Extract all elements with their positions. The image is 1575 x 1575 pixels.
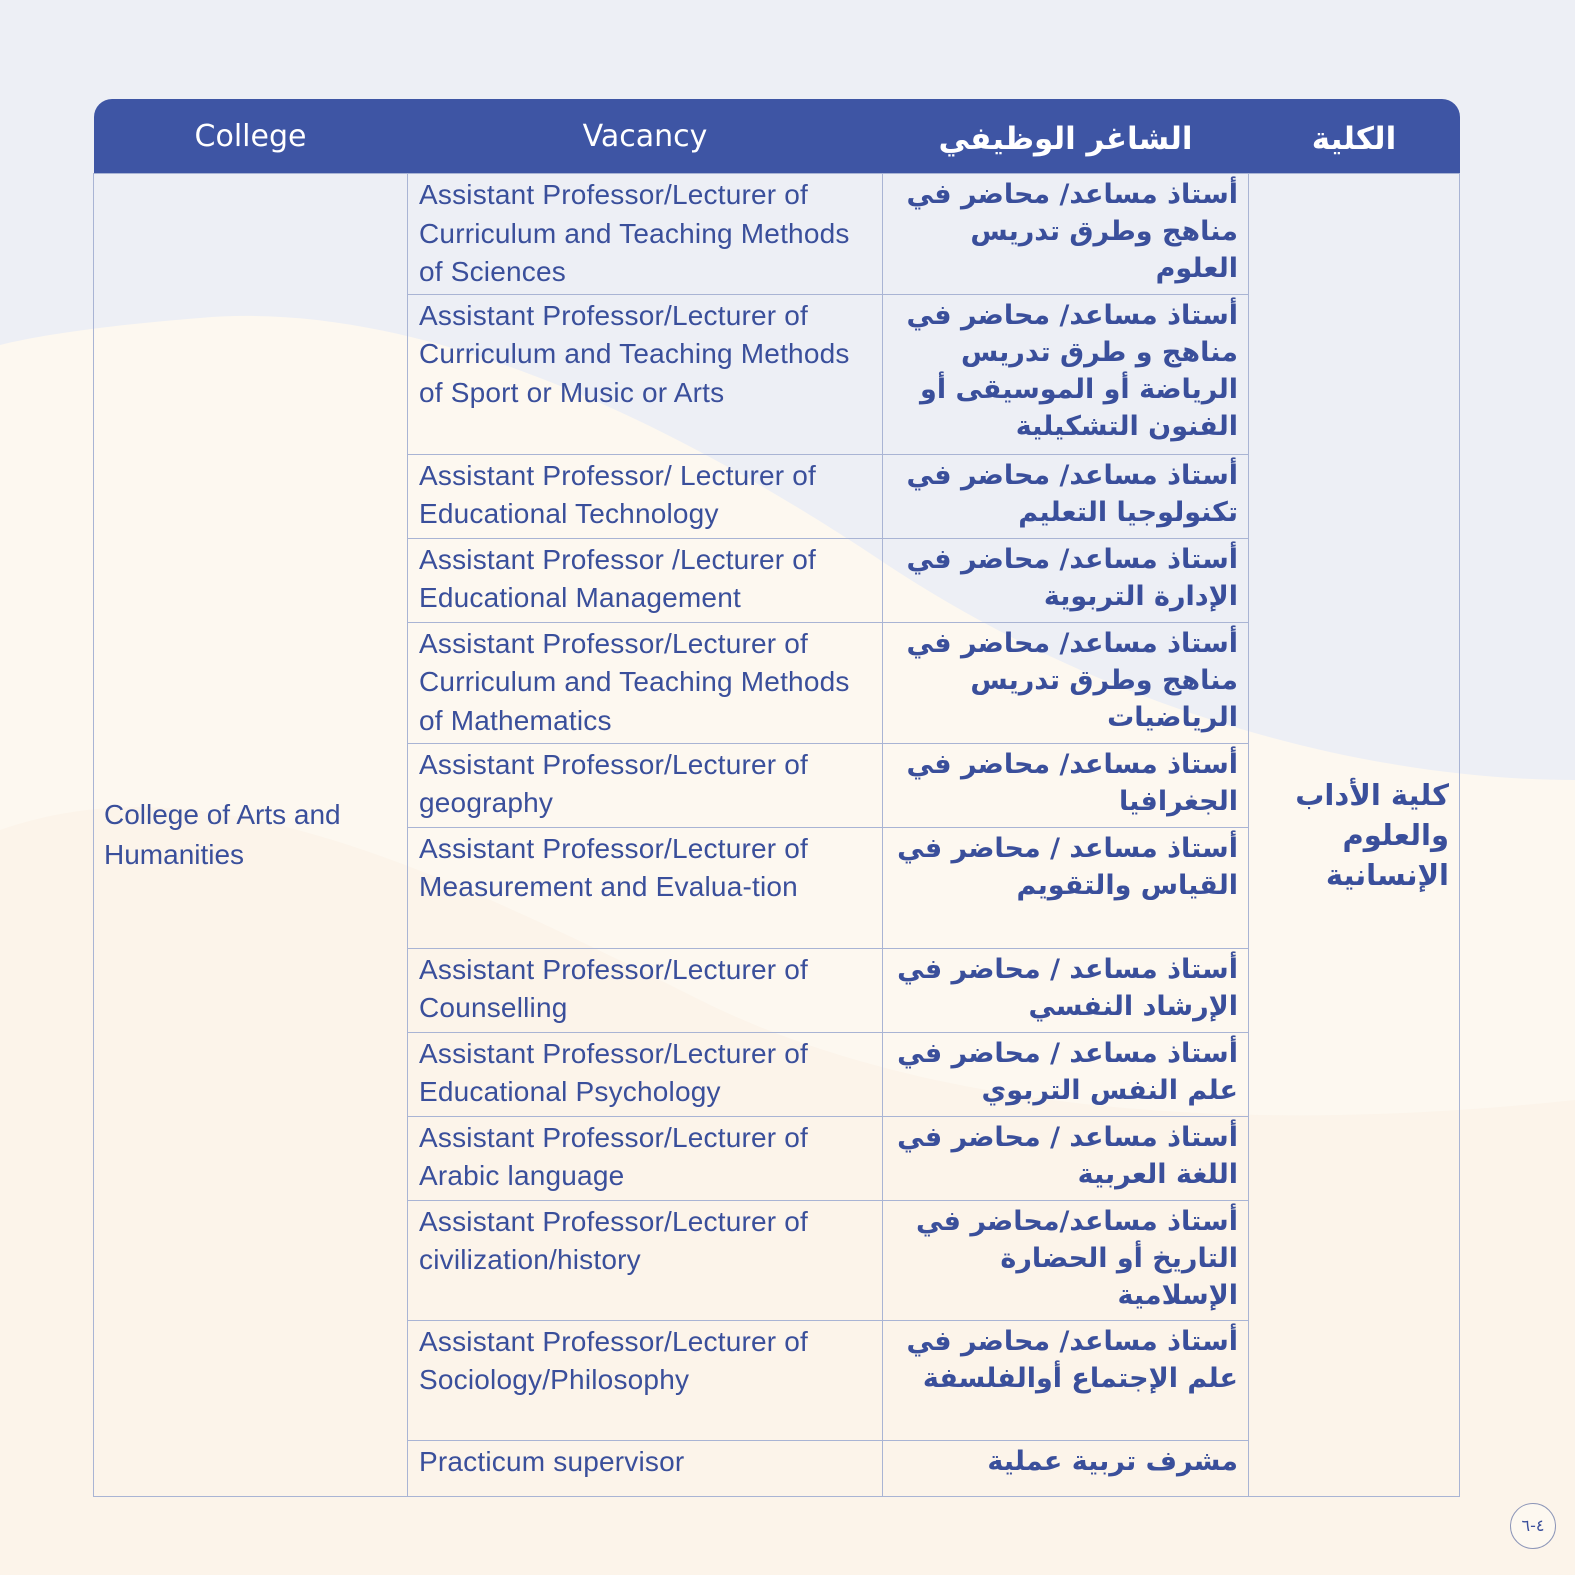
position-ar-cell: أستاذ مساعد/ محاضر في مناهج وطرق تدريس الرياضيات (883, 622, 1249, 743)
position-ar-cell: أستاذ مساعد / محاضر في علم النفس التربوي (883, 1032, 1249, 1116)
position-ar-cell: مشرف تربية عملية (883, 1440, 1249, 1496)
vacancy-cell: Assistant Professor/Lecturer of Arabic language (408, 1116, 883, 1200)
vacancy-cell: Practicum supervisor (408, 1440, 883, 1496)
vacancy-cell: Assistant Professor /Lecturer of Educational Management (408, 538, 883, 622)
position-ar-cell: أستاذ مساعد / محاضر في الإرشاد النفسي (883, 948, 1249, 1032)
vacancy-cell: Assistant Professor/Lecturer of civilization/history (408, 1200, 883, 1320)
vacancy-cell: Assistant Professor/Lecturer of Curriculum and Teaching Methods of Mathematics (408, 622, 883, 743)
vacancy-cell: Assistant Professor/Lecturer of Counselling (408, 948, 883, 1032)
vacancy-cell: Assistant Professor/Lecturer of Educational Psychology (408, 1032, 883, 1116)
header-college: College (94, 99, 408, 174)
position-ar-cell: أستاذ مساعد/ محاضر في الجغرافيا (883, 743, 1249, 827)
header-faculty-ar: الكلية (1249, 99, 1460, 174)
vacancy-cell: Assistant Professor/Lecturer of Sociology/Philosophy (408, 1320, 883, 1440)
position-ar-cell: أستاذ مساعد/ محاضر في مناهج وطرق تدريس العلوم (883, 174, 1249, 295)
position-ar-cell: أستاذ مساعد/ محاضر في مناهج و طرق تدريس الرياضة أو الموسيقى أو الفنون التشكيلية (883, 294, 1249, 454)
table-header-row (94, 99, 1460, 174)
position-ar-cell: أستاذ مساعد/ محاضر في علم الإجتماع أوالفلسفة (883, 1320, 1249, 1440)
vacancy-cell: Assistant Professor/Lecturer of Curriculum and Teaching Methods of Sport or Music or Arts (408, 294, 883, 454)
position-ar-cell: أستاذ مساعد / محاضر في القياس والتقويم (883, 827, 1249, 948)
vacancy-cell: Assistant Professor/Lecturer of Measurement and Evalua-tion (408, 827, 883, 948)
position-ar-cell: أستاذ مساعد/محاضر في التاريخ أو الحضارة الإسلامية (883, 1200, 1249, 1320)
page-number: ٤-٦ (1510, 1503, 1556, 1549)
college-name-ar: كلية الأداب والعلوم الإنسانية (1249, 174, 1460, 1497)
header-position-ar: الشاغر الوظيفي (883, 99, 1249, 174)
vacancy-table-wrapper (93, 99, 1459, 1497)
position-ar-cell: أستاذ مساعد / محاضر في اللغة العربية (883, 1116, 1249, 1200)
vacancy-table (93, 99, 1460, 1497)
position-ar-cell: أستاذ مساعد/ محاضر في الإدارة التربوية (883, 538, 1249, 622)
table-row (94, 174, 1460, 295)
header-vacancy: Vacancy (408, 99, 883, 174)
vacancy-cell: Assistant Professor/Lecturer of geography (408, 743, 883, 827)
college-name-en: College of Arts and Humanities (94, 174, 408, 1497)
position-ar-cell: أستاذ مساعد/ محاضر في تكنولوجيا التعليم (883, 454, 1249, 538)
vacancy-cell: Assistant Professor/Lecturer of Curriculum and Teaching Methods of Sciences (408, 174, 883, 295)
vacancy-cell: Assistant Professor/ Lecturer of Educational Technology (408, 454, 883, 538)
